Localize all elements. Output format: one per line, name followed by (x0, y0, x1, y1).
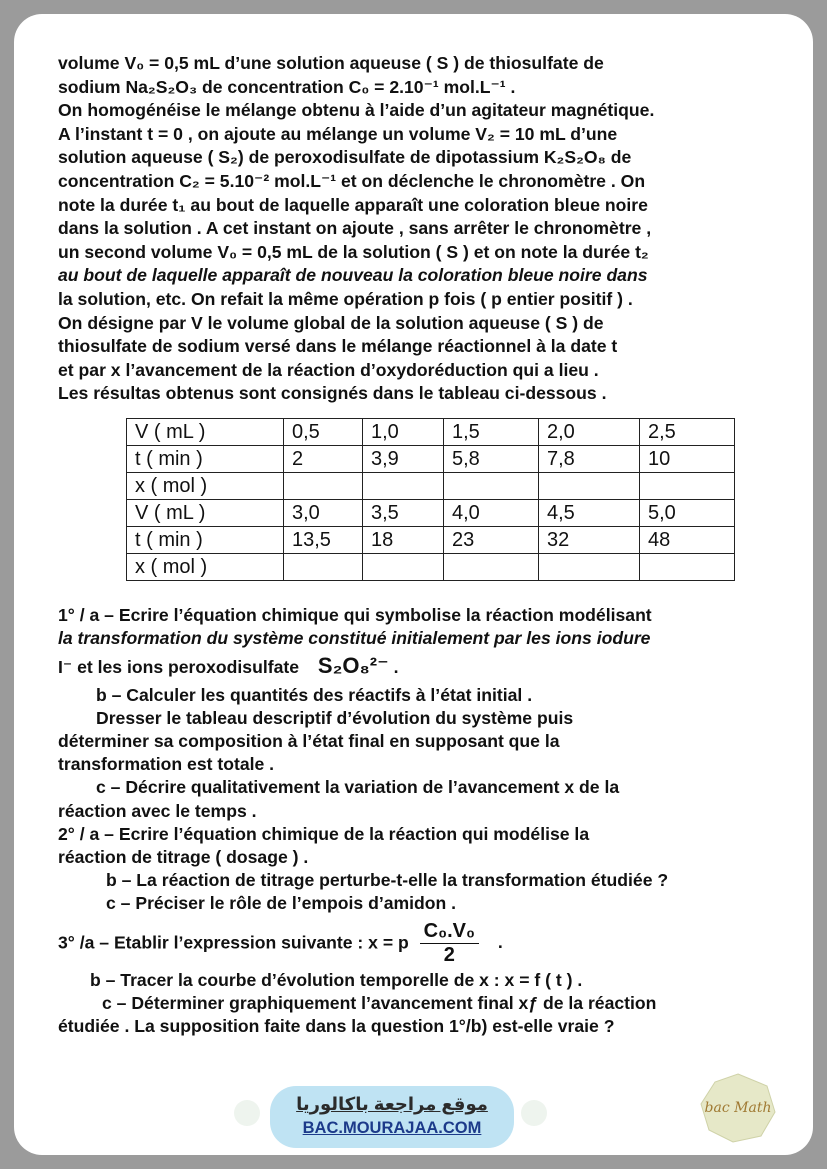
logo-text: bac Math (704, 1100, 772, 1116)
question-line: 2° / a – Ecrire l’équation chimique de la réaction qui modélise la (58, 823, 590, 844)
table-cell: 32 (539, 527, 640, 554)
question-line: Dresser le tableau descriptif d’évolution du système puis (96, 707, 574, 728)
text-line: On homogénéise le mélange obtenu à l’aide d’un agitateur magnétique. (58, 100, 655, 121)
table-cell: 3,9 (363, 446, 444, 473)
question-line: 3° /a – Etablir l’expression suivante : x = p $\frac{\text{C₀.V₀}}{2}$ . (58, 919, 503, 966)
fraction-denominator: 2 (443, 943, 455, 966)
table-cell: 5,0 (640, 500, 735, 527)
table-cell: 1,5 (444, 419, 539, 446)
table-cell (444, 554, 539, 581)
question-line: I⁻ et les ions peroxodisulfate S₂O₈²⁻ . (58, 653, 399, 679)
table-cell (444, 473, 539, 500)
question-line: transformation est totale . (58, 754, 275, 775)
table-cell: 4,5 (539, 500, 640, 527)
table-cell (284, 473, 363, 500)
table-cell (640, 473, 735, 500)
table-cell: 2,5 (640, 419, 735, 446)
text-line: et par x l’avancement de la réaction d’oxydoréduction qui a lieu . (58, 359, 599, 380)
site-logo-icon (521, 1100, 547, 1126)
question-line: déterminer sa composition à l’état final en supposant que la (58, 731, 560, 752)
table-cell: 7,8 (539, 446, 640, 473)
text-line: solution aqueuse ( S₂) de peroxodisulfate de dipotassium K₂S₂O₈ de (58, 147, 632, 168)
text-line: A l’instant t = 0 , on ajoute au mélange un volume V₂ = 10 mL d’une (58, 123, 618, 144)
table-cell: 2 (284, 446, 363, 473)
table-row (127, 446, 735, 473)
table-row (127, 419, 735, 446)
table-cell: 48 (640, 527, 735, 554)
table-cell: 3,5 (363, 500, 444, 527)
question-line: b – La réaction de titrage perturbe-t-elle la transformation étudiée ? (106, 870, 669, 891)
table-cell (539, 473, 640, 500)
table-cell: t ( min ) (127, 527, 284, 554)
table-cell: x ( mol ) (127, 473, 284, 500)
text-line: un second volume V₀ = 0,5 mL de la solution ( S ) et on note la durée t₂ (58, 241, 649, 262)
question-line: réaction avec le temps . (58, 800, 257, 821)
table-cell (363, 554, 444, 581)
problem-statement (58, 52, 798, 406)
site-name-arabic[interactable]: موقع مراجعة باكالوريا (296, 1094, 488, 1114)
question-line: étudiée . La supposition faite dans la question 1°/b) est-elle vraie ? (58, 1016, 615, 1037)
site-url-link[interactable]: BAC.MOURAJAA.COM (302, 1119, 482, 1137)
table-cell: 0,5 (284, 419, 363, 446)
table-cell (363, 473, 444, 500)
bac-math-logo (699, 1072, 777, 1144)
text-line: dans la solution . A cet instant on ajoute , sans arrêter le chronomètre , (58, 218, 652, 239)
questions (58, 604, 813, 1039)
table-cell: x ( mol ) (127, 554, 284, 581)
table-row (127, 500, 735, 527)
table-cell: 2,0 (539, 419, 640, 446)
question-line: b – Calculer les quantités des réactifs à l’état initial . (96, 684, 533, 705)
peroxodisulfate-formula: S₂O₈²⁻ (317, 653, 389, 679)
question-line: b – Tracer la courbe d’évolution temporelle de x : x = f ( t ) . (90, 970, 583, 991)
text-line: sodium Na₂S₂O₃ de concentration C₀ = 2.10⁻¹ mol.L⁻¹ . (58, 76, 516, 97)
question-line: réaction de titrage ( dosage ) . (58, 847, 309, 868)
table-cell: 1,0 (363, 419, 444, 446)
text-line: Les résultas obtenus sont consignés dans le tableau ci-dessous . (58, 383, 607, 404)
document-page (14, 14, 813, 1155)
question-line: c – Préciser le rôle de l’empois d’amidon . (106, 893, 457, 914)
question-line: c – Décrire qualitativement la variation de l’avancement x de la (96, 777, 620, 798)
table-cell: 5,8 (444, 446, 539, 473)
text-line: au bout de laquelle apparaît de nouveau la coloration bleue noire dans (58, 265, 648, 286)
table-cell: 18 (363, 527, 444, 554)
table-cell (284, 554, 363, 581)
text-line: concentration C₂ = 5.10⁻² mol.L⁻¹ et on déclenche le chronomètre . On (58, 170, 646, 191)
table-cell: 4,0 (444, 500, 539, 527)
results-table (126, 418, 735, 581)
expression-fraction (420, 920, 479, 967)
table-row (127, 527, 735, 554)
question-line: la transformation du système constitué initialement par les ions iodure (58, 628, 651, 649)
table-row (127, 554, 735, 581)
site-banner[interactable] (270, 1086, 514, 1148)
fraction-numerator: C₀.V₀ (420, 920, 479, 944)
text-line: la solution, etc. On refait la même opération p fois ( p entier positif ) . (58, 288, 633, 309)
table-cell: V ( mL ) (127, 419, 284, 446)
table-cell: t ( min ) (127, 446, 284, 473)
table-cell (640, 554, 735, 581)
text-line: volume V₀ = 0,5 mL d’une solution aqueuse ( S ) de thiosulfate de (58, 53, 604, 73)
text-line: note la durée t₁ au bout de laquelle apparaît une coloration bleue noire (58, 194, 648, 215)
text-line: On désigne par V le volume global de la solution aqueuse ( S ) de (58, 312, 604, 333)
table-cell: 23 (444, 527, 539, 554)
table-cell: 3,0 (284, 500, 363, 527)
table-row (127, 473, 735, 500)
question-line: 1° / a – Ecrire l’équation chimique qui symbolise la réaction modélisant (58, 605, 652, 625)
table-cell (539, 554, 640, 581)
site-logo-icon (234, 1100, 260, 1126)
table-cell: V ( mL ) (127, 500, 284, 527)
text-line: thiosulfate de sodium versé dans le mélange réactionnel à la date t (58, 336, 618, 357)
table-cell: 13,5 (284, 527, 363, 554)
question-line: c – Déterminer graphiquement l’avancement final xƒ de la réaction (102, 993, 657, 1014)
question-text: I⁻ et les ions peroxodisulfate (58, 657, 299, 678)
table-cell: 10 (640, 446, 735, 473)
question-text: 3° /a – Etablir l’expression suivante : x = p (58, 932, 409, 952)
